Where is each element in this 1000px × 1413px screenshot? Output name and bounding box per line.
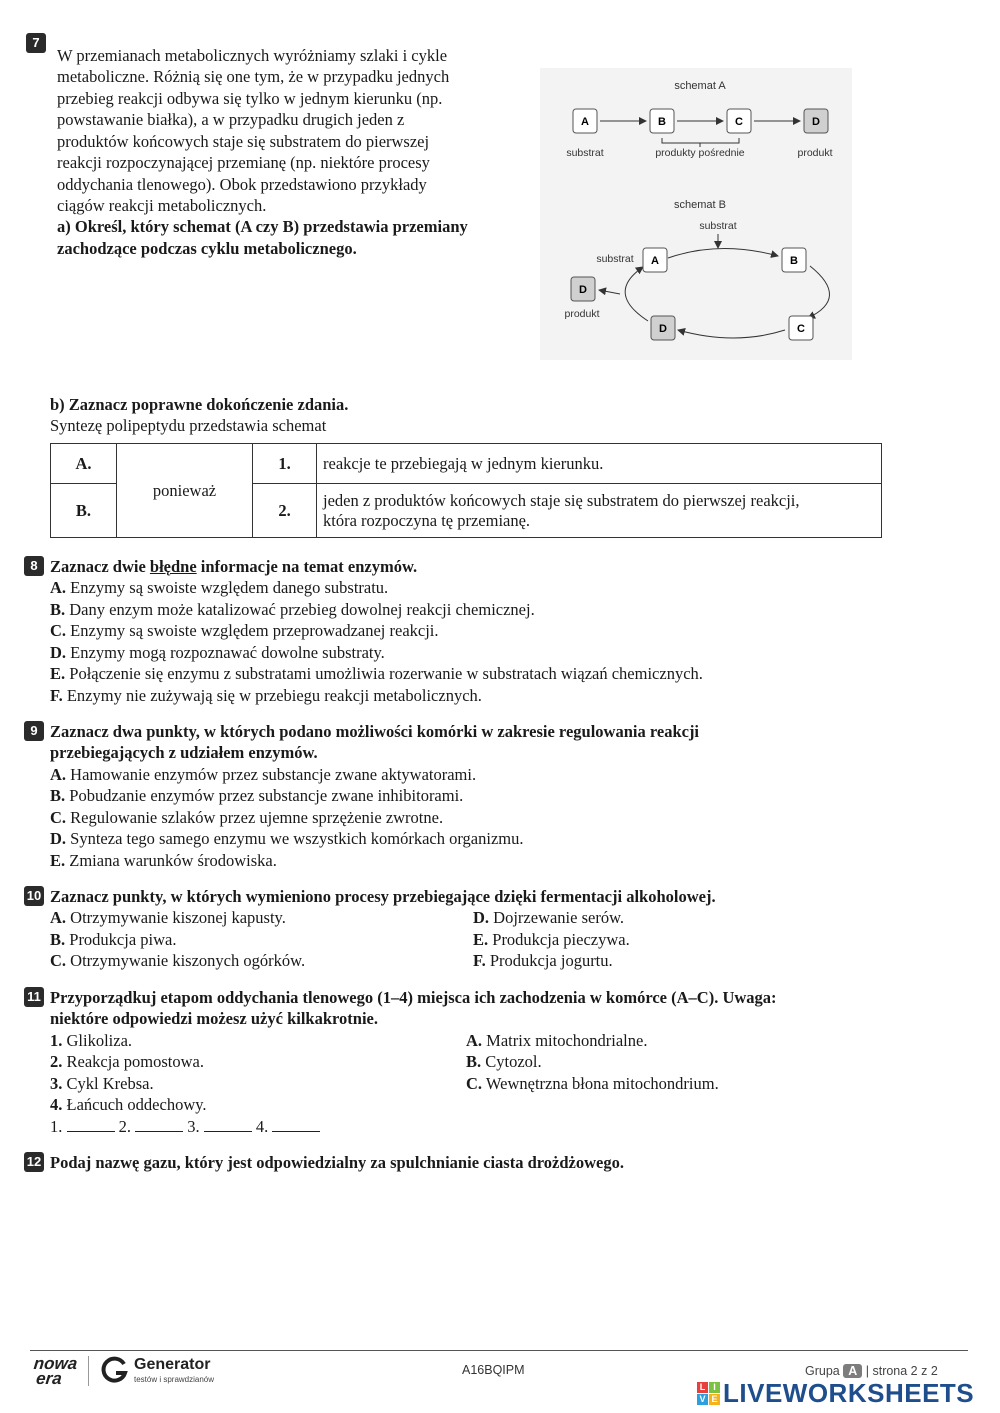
svg-text:A: A [581,116,589,128]
q12-title: Podaj nazwę gazu, który jest odpowiedzialny za spulchnianie ciasta drożdżowego. [50,1153,624,1172]
q11-place: A. Matrix mitochondrialne. [466,1031,648,1050]
option-a-cell[interactable]: A. [51,444,117,484]
q10-option[interactable]: F. Produkcja jogurtu. [473,951,613,970]
q8-option[interactable]: B. Dany enzym może katalizować przebieg dowolnej reakcji chemicznej. [50,600,535,619]
q10-option[interactable]: E. Produkcja pieczywa. [473,930,630,949]
q10-option[interactable]: D. Dojrzewanie serów. [473,908,625,927]
cycle-arrow [808,266,830,318]
schemat-b-box-a [643,248,667,272]
schemat-b-title: schemat B [674,199,726,211]
q7-part-a-line: zachodzące podczas cyklu metabolicznego. [57,239,357,258]
q9-title-line: przebiegających z udziałem enzymów. [50,743,318,762]
q9-option[interactable]: C. Regulowanie szlaków przez ujemne sprzężenie zwrotne. [50,808,444,827]
q7-intro-line: przebieg reakcji odbywa się tylko w jednym kierunku (np. [57,89,443,108]
q7-intro-line: ciągów reakcji metabolicznych. [57,196,267,215]
schemat-a-title: schemat A [674,80,726,92]
arrow [599,290,620,294]
schemat-b-box-d-out [571,277,595,301]
q7-intro-line: oddychania tlenowego). Obok przedstawiono przykłady [57,175,427,194]
schemat-b-product-label: produkt [564,308,600,320]
test-code: A16BQIPM [462,1363,525,1377]
q10-option[interactable]: A. Otrzymywanie kiszonej kapusty. [50,908,286,927]
q8-option[interactable]: E. Połączenie się enzymu z substratami umożliwia rozerwanie w substratach wiązań chemicznych. [50,664,703,683]
schemat-a-box-b [650,109,674,133]
schemat-a-box-d [804,109,828,133]
q7-part-b-title: b) Zaznacz poprawne dokończenie zdania. [50,395,349,414]
q11-title-line: niektóre odpowiedzi możesz użyć kilkakrotnie. [50,1009,379,1028]
svg-text:B: B [790,255,798,267]
group-info: Grupa A | strona 2 z 2 [805,1364,938,1378]
group-badge: A [843,1364,862,1378]
svg-text:D: D [812,116,820,128]
schemes-svg [540,68,852,360]
metabolic-schemes-figure [540,68,852,360]
q7-part-a-line: a) Określ, który schemat (A czy B) przedstawia przemiany [57,217,468,236]
answer-blank-4[interactable] [272,1117,320,1132]
liveworksheets-watermark: L I V E LIVEWORKSHEETS [697,1380,974,1406]
question-number-7: 7 [26,33,46,53]
connector-cell: ponieważ [117,444,253,538]
schemat-a-substrat-label: substrat [566,147,604,159]
question-number-11: 11 [24,987,44,1007]
cycle-arrow [625,267,648,321]
cycle-arrow [668,248,778,258]
schemat-b-substrat-left-label: substrat [596,253,634,265]
svg-text:D: D [579,284,587,296]
q7-intro-line: powstawanie białka), a w przypadku drugich jeden z [57,110,405,129]
q9-option[interactable]: D. Synteza tego samego enzymu we wszystkich komórkach organizmu. [50,829,524,848]
reason-2-text[interactable] [317,484,882,538]
q9-option[interactable]: E. Zmiana warunków środowiska. [50,851,277,870]
q10-title: Zaznacz punkty, w których wymieniono procesy przebiegające dzięki fermentacji alkoholowej. [50,887,716,906]
bracket [662,138,739,147]
svg-text:D: D [659,323,667,335]
q8-option[interactable]: A. Enzymy są swoiste względem danego substratu. [50,578,389,597]
schemat-b-box-c [789,316,813,340]
reason-1-text[interactable]: reakcje te przebiegają w jednym kierunku. [317,444,882,484]
footer-divider [30,1350,968,1351]
schemat-b-box-d-cycle [651,316,675,340]
q10-option[interactable]: C. Otrzymywanie kiszonych ogórków. [50,951,306,970]
option-b-cell[interactable]: B. [51,484,117,538]
reason-1-number[interactable]: 1. [253,444,317,484]
svg-text:A: A [651,255,659,267]
q11-title-line: Przyporządkuj etapom oddychania tlenowego (1–4) miejsca ich zachodzenia w komórce (A–C). Uwaga: [50,988,777,1007]
q9-option[interactable]: A. Hamowanie enzymów przez substancje zwane aktywatorami. [50,765,477,784]
schemat-a-intermediates-label: produkty pośrednie [655,147,745,159]
q11-place: B. Cytozol. [466,1052,542,1071]
answer-blank-1[interactable] [67,1117,115,1132]
q7-intro-line: produktów końcowych staje się substratem do pierwszej [57,132,430,151]
q11-place: C. Wewnętrzna błona mitochondrium. [466,1074,719,1093]
q11-stage: 1. Glikoliza. [50,1031,133,1050]
q11-stage: 4. Łańcuch oddechowy. [50,1095,207,1114]
question-number-10: 10 [24,886,44,906]
question-number-9: 9 [24,721,44,741]
liveworksheets-logo-icon: L I V E [697,1382,720,1405]
q7-intro-line: metaboliczne. Różnią się one tym, że w przypadku jednych [57,67,450,86]
schemat-b-box-b [782,248,806,272]
reason-2-line: która rozpoczyna tę przemianę. [323,510,531,530]
q8-option[interactable]: F. Enzymy nie zużywają się w przebiegu reakcji metabolicznych. [50,686,482,705]
cycle-arrow [678,330,785,338]
svg-text:C: C [797,323,805,335]
q7-answer-table [50,443,882,538]
schemat-a-product-label: produkt [797,147,833,159]
reason-2-line: jeden z produktów końcowych staje się substratem do pierwszej reakcji, [323,490,800,510]
q11-stage: 3. Cykl Krebsa. [50,1074,154,1093]
publisher-logo: nowa era [32,1354,79,1388]
answer-blank-3[interactable] [204,1117,252,1132]
answer-blank-2[interactable] [135,1117,183,1132]
q9-option[interactable]: B. Pobudzanie enzymów przez substancje zwane inhibitorami. [50,786,464,805]
q8-option[interactable]: D. Enzymy mogą rozpoznawać dowolne substraty. [50,643,385,662]
q7-part-b-stem: Syntezę polipeptydu przedstawia schemat [50,416,327,435]
schemat-b-substrat-top-label: substrat [699,220,737,232]
q11-answer-row: 1. 2. 3. 4. [50,1116,320,1137]
schemat-a-box-c [727,109,751,133]
question-number-12: 12 [24,1152,44,1172]
schemat-a-box-a [573,109,597,133]
reason-2-number[interactable]: 2. [253,484,317,538]
q10-option[interactable]: B. Produkcja piwa. [50,930,177,949]
q11-stage: 2. Reakcja pomostowa. [50,1052,204,1071]
footer-separator [88,1356,89,1386]
q9-title-line: Zaznacz dwa punkty, w których podano możliwości komórki w zakresie regulowania reakcji [50,722,700,741]
generator-logo-icon [100,1356,128,1384]
generator-subtitle: testów i sprawdzianów [134,1375,215,1384]
svg-text:B: B [658,116,666,128]
q7-intro-line: W przemianach metabolicznych wyróżniamy szlaki i cykle [57,46,448,65]
q7-intro-line: reakcji rozpoczynającej przemianę (np. niektóre procesy [57,153,430,172]
svg-text:C: C [735,116,743,128]
underlined-word: błędne [149,557,197,576]
q8-option[interactable]: C. Enzymy są swoiste względem przeprowadzanej reakcji. [50,621,439,640]
generator-title: Generator [134,1356,211,1373]
q8-title: Zaznacz dwie błędne informacje na temat enzymów. [50,557,418,576]
question-number-8: 8 [24,556,44,576]
